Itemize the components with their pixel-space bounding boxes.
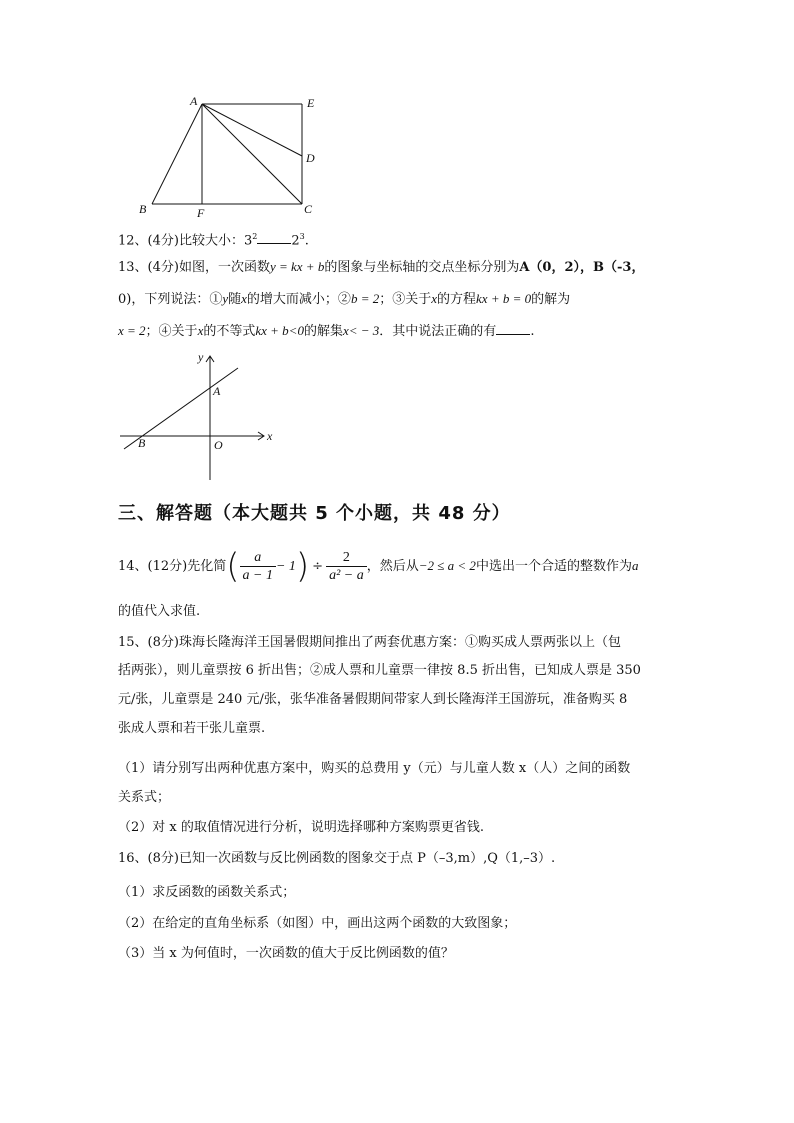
point-A-label: A	[213, 384, 221, 398]
fraction-a-over-a-minus-1: $\frac{a}{a - 1}$	[240, 549, 276, 584]
question-12: 12、(4分)比较大小：$3^2$ $2^3$.	[118, 232, 309, 249]
label-F: F	[197, 206, 205, 220]
linear-function-graph	[112, 348, 282, 483]
point-B-label: B	[138, 436, 146, 450]
question-14-line2: 的值代入求值.	[118, 604, 201, 619]
axis-y-label: y	[198, 350, 204, 364]
answer-blank-12[interactable]	[257, 231, 291, 244]
origin-O-label: O	[214, 438, 223, 452]
fraction-2-over-a2-minus-a: $\frac{2}{\text{a² − a}}$	[326, 549, 367, 584]
question-15-part1: （1）请分别写出两种优惠方案中，购买的总费用 y（元）与儿童人数 x（人）之间的函数	[118, 761, 631, 776]
label-A: A	[190, 94, 198, 108]
question-16-part1: （1）求反函数的函数关系式；	[118, 885, 296, 900]
question-16-line1: 16、(8分)已知一次函数与反比例函数的图象交于点 P（–3,m）,Q（1,–3）.	[118, 851, 556, 866]
question-13-line1: 13、(4分)如图，一次函数y = kx + b的图象与坐标轴的交点坐标分别为A（0，2），B（-3，	[118, 259, 645, 275]
question-15-part2: （2）对 x 的取值情况进行分析，说明选择哪种方案购票更省钱.	[118, 820, 484, 835]
question-15-line2: 括两张），则儿童票按 6 折出售；②成人票和儿童票一律按 8.5 折出售，已知成人票是 350	[118, 663, 641, 678]
geometry-figure	[130, 92, 330, 222]
label-C: C	[304, 202, 313, 216]
answer-blank-13[interactable]	[496, 322, 530, 335]
question-15-line4: 张成人票和若干张儿童票.	[118, 721, 266, 736]
label-D: D	[306, 151, 315, 165]
question-13-line2: 0)，下列说法：①y随x的增大而减小；②b = 2；③关于x的方程kx + b = 0的解为	[118, 291, 571, 307]
label-E: E	[307, 96, 315, 110]
question-15-line1: 15、(8分)珠海长隆海洋王国暑假期间推出了两套优惠方案：①购买成人票两张以上（包	[118, 635, 621, 650]
axis-x-label: x	[267, 429, 273, 443]
question-16-part2: （2）在给定的直角坐标系（如图）中，画出这两个函数的大致图象；	[118, 916, 517, 931]
question-14-line1: 14、(12分)先化简( $\frac{a}{a - 1}$ − 1) ÷ $\frac{2}{\text{a² − a}}$ ，然后从−2 ≤ a < 2中选出一个合适的整数作为a	[118, 546, 639, 587]
question-15-part1-cont: 关系式；	[118, 790, 171, 805]
section-3-title: 三、解答题（本大题共 5 个小题，共 48 分）	[118, 503, 511, 524]
question-13-line3: x = 2；④关于x的不等式kx + b<0的解集x< − 3．其中说法正确的有 .	[118, 323, 535, 339]
question-15-line3: 元/张，儿童票是 240 元/张，张华准备暑假期间带家人到长隆海洋王国游玩，准备购买 8	[118, 692, 628, 707]
label-B: B	[139, 202, 147, 216]
question-16-part3: （3）当 x 为何值时，一次函数的值大于反比例函数的值？	[118, 946, 454, 961]
